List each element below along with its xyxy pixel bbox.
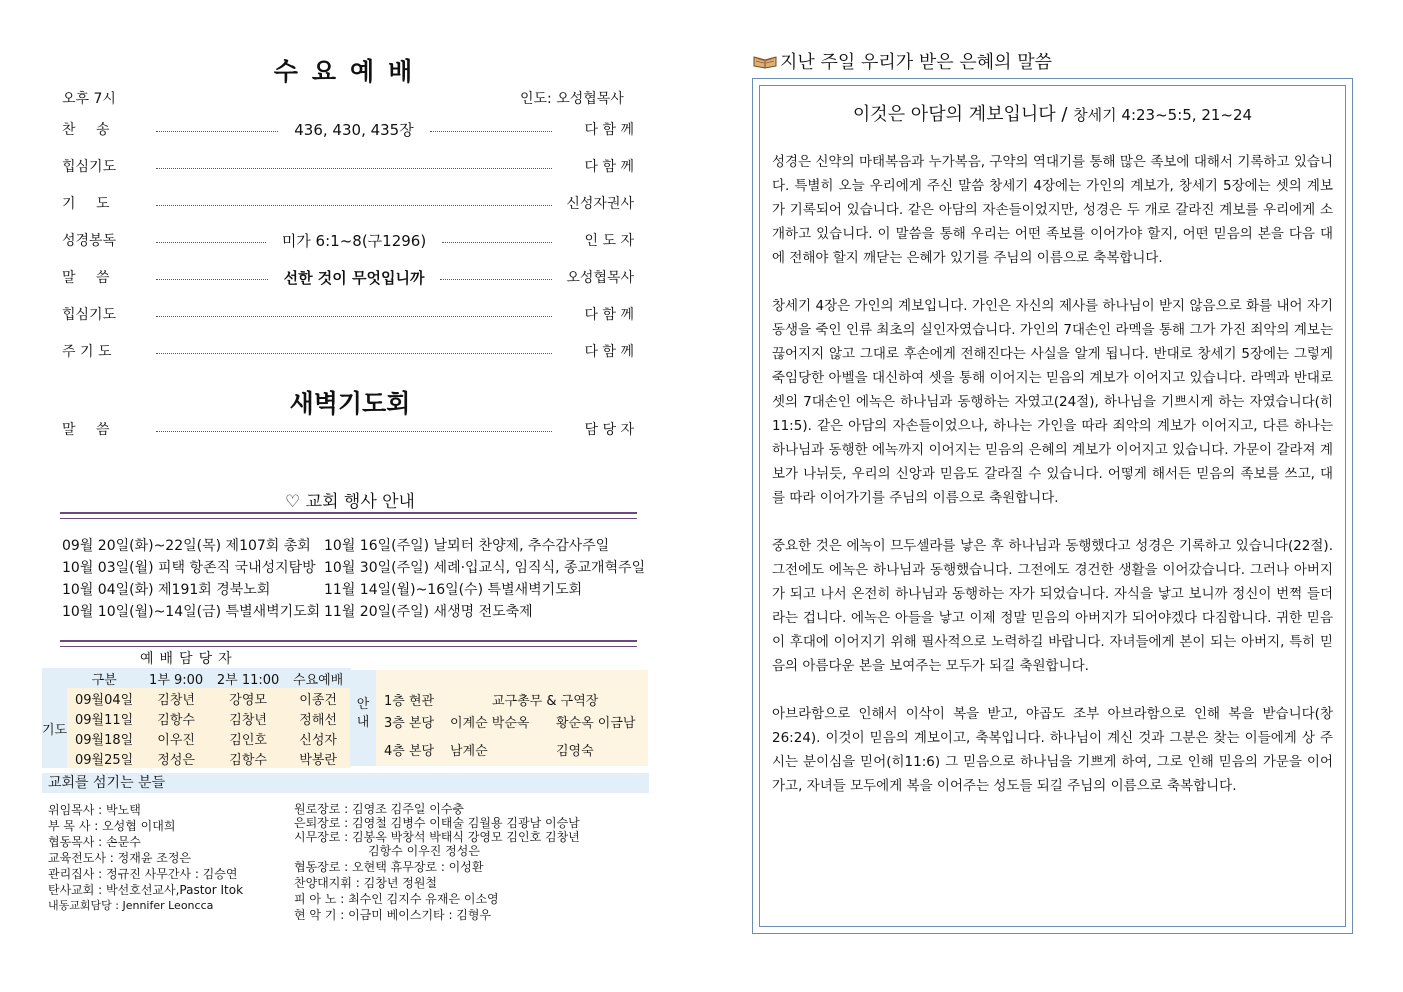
order-detail: 436, 430, 435장 <box>294 120 414 139</box>
duty-cell: 정성은 <box>141 748 211 768</box>
usher-box <box>350 670 648 766</box>
staff-heading: 교회를 섬기는 분들 <box>42 773 649 793</box>
staff-right <box>294 802 580 924</box>
usher-names: 황순옥 이금남 <box>556 716 636 731</box>
duty-cell: 박봉란 <box>285 748 351 768</box>
staff-line: 원로장로 : 김영조 김주일 이수충 <box>294 802 464 816</box>
staff-line: 탄사교회 : 박선호선교사,Pastor Itok <box>48 883 244 897</box>
order-label: 기 도 <box>62 196 118 212</box>
dawn-person: 담 당 자 <box>584 422 634 438</box>
dawn-prayer-title: 새벽기도회 <box>289 389 411 418</box>
order-row <box>62 155 634 177</box>
events-list <box>62 535 645 623</box>
dawn-row <box>62 418 634 440</box>
order-label: 주 기 도 <box>62 344 112 360</box>
staff-line: 시무장로 : 김봉옥 박창석 박태식 강영모 김인호 김창년 <box>294 830 580 844</box>
staff-line: 피 아 노 : 최수인 김지수 유재은 이소영 <box>294 892 499 906</box>
duty-cell: 김인호 <box>211 728 285 748</box>
order-row <box>62 303 634 325</box>
order-row <box>62 229 634 251</box>
event-item: 11월 14일(월)~16일(수) 특별새벽기도회 <box>324 582 583 598</box>
staff-line: 내동교회담당 : Jennifer Leoncca <box>48 899 214 912</box>
staff-line: 김항수 이우진 정성은 <box>368 844 480 858</box>
usher-names: 남계순 <box>450 744 488 759</box>
staff-line: 찬양대지휘 : 김창년 정원철 <box>294 876 437 890</box>
order-person: 인 도 자 <box>584 233 634 249</box>
duty-cell: 09월11일 <box>67 708 141 728</box>
duty-cell: 김항수 <box>141 708 211 728</box>
divider <box>60 512 637 519</box>
usher-names: 이계순 박순옥 <box>450 716 530 731</box>
duty-cell: 09월18일 <box>67 728 141 748</box>
staff-line: 부 목 사 : 오성협 이대희 <box>48 819 176 833</box>
order-label: 찬 송 <box>62 122 118 138</box>
usher-names: 교구총무 & 구역장 <box>492 694 599 709</box>
order-person: 다 함 께 <box>584 159 634 175</box>
usher-location: 3층 본당 <box>384 716 435 731</box>
duty-header: 수요예배 <box>285 668 351 688</box>
staff-line: 은퇴장로 : 김영철 김병수 이태술 김월용 김광남 이승남 <box>294 816 580 830</box>
usher-location: 1층 현관 <box>384 694 435 709</box>
staff-line: 교육전도사 : 정재윤 조정은 <box>48 851 191 865</box>
event-item: 11월 20일(주일) 새생명 전도축제 <box>324 604 533 620</box>
events-title: ♡ 교회 행사 안내 <box>285 492 415 512</box>
duty-cell: 신성자 <box>285 728 351 748</box>
event-item: 10월 04일(화) 제191회 경북노회 <box>62 582 271 598</box>
dawn-label: 말 씀 <box>62 422 118 438</box>
duty-cell: 강영모 <box>211 688 285 708</box>
sermon-paragraph: 중요한 것은 에녹이 므두셀라를 낳은 후 하나님과 동행했다고 성경은 기록하고 있습니다(22절). 그전에도 에녹은 하나님과 동행했습니다. 그전에도 경건한 생활을 이어갔습니다. 그러나 아버지가 되고 나서 온전히 하나님과 동행하는 자가 되었습니다. 자식을 낳고 보니까 정신이 번쩍 들더라는 겁니다. 에녹은 아들을 낳고 이제 정말 믿음의 아버지가 되어야겠다 다짐합니다. 귀한 믿음이 후대에 이어지기 위해 필사적으로 노력하길 바랍니다. 자녀들에게 본이 되는 아버지, 특히 믿음의 아름다운 본을 보여주는 모두가 되길 축원합니다. <box>772 538 1333 674</box>
duty-title: 예배담당자 <box>140 651 238 667</box>
usher-names: 김영숙 <box>556 744 594 759</box>
sermon-paragraph: 아브라함으로 인해서 이삭이 복을 받고, 야곱도 조부 아브라함으로 인해 복을 받습니다(창26:24). 이것이 믿음의 계보이고, 축복입니다. 하나님이 계신 것과 그분은 찾는 이들에게 상 주시는 분이심을 믿어(히11:6) 그 믿음으로 하나님을 기쁘게 하여, 그로 인해 믿음의 가문을 이어가고, 자녀들 모두에게 복을 이어주는 성도들 되길 주님의 이름으로 축복합니다. <box>772 706 1333 794</box>
staff-line: 위임목사 : 박노택 <box>48 803 141 817</box>
sermon-header-text: 지난 주일 우리가 받은 은혜의 말씀 <box>780 52 1053 73</box>
duty-table <box>42 668 351 768</box>
order-person: 오성협목사 <box>566 270 635 286</box>
sermon-paragraph: 창세기 4장은 가인의 계보입니다. 가인은 자신의 제사를 하나님이 받지 않음으로 화를 내어 자기 동생을 죽인 인류 최초의 실인자였습니다. 가인의 7대손인 라멕을 통해 그가 가진 죄악의 계보는 끊어지지 않고 그대로 후손에게 전해진다는 사실을 알게 됩니다. 반대로 창세기 5장에는 그렇게 죽임당한 아벨을 대신하여 셋을 통해 이어지는 믿음의 계보가 이어지고 있습니다. 라멕과 반대로 셋의 7대손인 에녹은 하나님과 동행하는 자였고(24절), 하나님을 기쁘시게 하는 자였습니다(히11:5). 같은 아담의 자손들이었으나, 하나는 가인을 따라 죄악의 계보가 이어지고, 다른 하나는 하나님과 동행한 에녹까지 이어지는 믿음의 은혜의 계보가 이어지고 있습니다. 가문이 갈라져 계보가 나뉘듯, 우리의 신앙과 믿음도 갈라질 수 있습니다. 어떻게 해서든 믿음의 족보를 쓰고, 대를 따라 이어가기를 주님의 이름으로 축원합니다. <box>772 298 1333 506</box>
event-item: 10월 10일(월)~14일(금) 특별새벽기도회 <box>62 604 321 620</box>
duty-cell: 09월25일 <box>67 748 141 768</box>
sermon-paragraph: 성경은 신약의 마태복음과 누가복음, 구약의 역대기를 통해 많은 족보에 대해서 기록하고 있습니다. 특별히 오늘 우리에게 주신 말씀 창세기 4장에는 가인의 계보가, 창세기 5장에는 셋의 계보가 기록되어 있습니다. 같은 아담의 자손들이었지만, 성경은 두 개로 갈라진 계보를 우리에게 소개하고 있습니다. 이 말씀을 통해 우리는 어떤 족보를 이어가야 할지, 어떤 믿음의 본을 다음 대에 전해야 할지 깨닫는 은혜가 있기를 주님의 이름으로 축복합니다. <box>772 154 1333 266</box>
staff-line: 현 악 기 : 이금미 베이스기타 : 김형우 <box>294 908 492 922</box>
sermon-panel <box>752 78 1353 934</box>
duty-cell: 정해선 <box>285 708 351 728</box>
sermon-reference: 창세기 4:23~5:5, 21~24 <box>1073 106 1253 124</box>
duty-header: 구분 <box>67 668 141 688</box>
duty-side-label: 기도 <box>42 688 67 768</box>
order-person: 신성자권사 <box>566 196 634 212</box>
duty-header: 1부 9:00 <box>141 668 211 688</box>
order-person: 다 함 께 <box>584 344 634 360</box>
duty-cell: 김창년 <box>141 688 211 708</box>
sermon-body <box>772 150 1333 822</box>
order-row <box>62 266 634 288</box>
usher-side-label: 안내 <box>356 697 370 730</box>
staff-left <box>48 803 243 915</box>
order-label: 힙심기도 <box>62 159 117 175</box>
sermon-topic: 선한 것이 무엇입니까 <box>283 268 425 287</box>
event-item: 10월 03일(월) 피택 항존직 국내성지탐방 <box>62 560 316 576</box>
usher-location: 4층 본당 <box>384 744 435 759</box>
order-label: 힙심기도 <box>62 307 117 323</box>
order-label: 성경봉독 <box>62 233 117 249</box>
event-item: 09월 20일(화)~22일(목) 제107회 총회 <box>62 538 311 554</box>
order-row <box>62 192 634 214</box>
divider <box>60 640 637 647</box>
duty-header: 2부 11:00 <box>211 668 285 688</box>
order-row <box>62 118 634 140</box>
staff-line: 협동목사 : 손문수 <box>48 835 141 849</box>
duty-cell: 김창년 <box>211 708 285 728</box>
service-leader: 인도: 오성협목사 <box>520 91 624 107</box>
staff-line: 관리집사 : 정규진 사무간사 : 김승연 <box>48 867 238 881</box>
event-item: 10월 30일(주일) 세례·입교식, 임직식, 종교개혁주일 <box>324 560 646 576</box>
order-person: 다 함 께 <box>584 122 634 138</box>
order-person: 다 함 께 <box>584 307 634 323</box>
order-detail: 미가 6:1~8(구1296) <box>281 231 427 250</box>
wednesday-service-title: 수요예배 <box>273 57 427 86</box>
book-icon <box>752 53 778 67</box>
service-time: 오후 7시 <box>62 91 116 107</box>
order-label: 말 씀 <box>62 270 118 286</box>
duty-cell: 김항수 <box>211 748 285 768</box>
sermon-title-text: 이것은 아담의 계보입니다 / <box>852 104 1068 125</box>
staff-line: 협동장로 : 오현택 휴무장로 : 이성환 <box>294 860 484 874</box>
duty-cell: 이우진 <box>141 728 211 748</box>
usher-side <box>350 670 376 766</box>
duty-cell: 09월04일 <box>67 688 141 708</box>
order-row <box>62 340 634 362</box>
event-item: 10월 16일(주일) 날뫼터 찬양제, 추수감사주일 <box>324 538 610 554</box>
sermon-header <box>752 48 1052 74</box>
sermon-title <box>760 100 1345 126</box>
duty-cell: 이종건 <box>285 688 351 708</box>
